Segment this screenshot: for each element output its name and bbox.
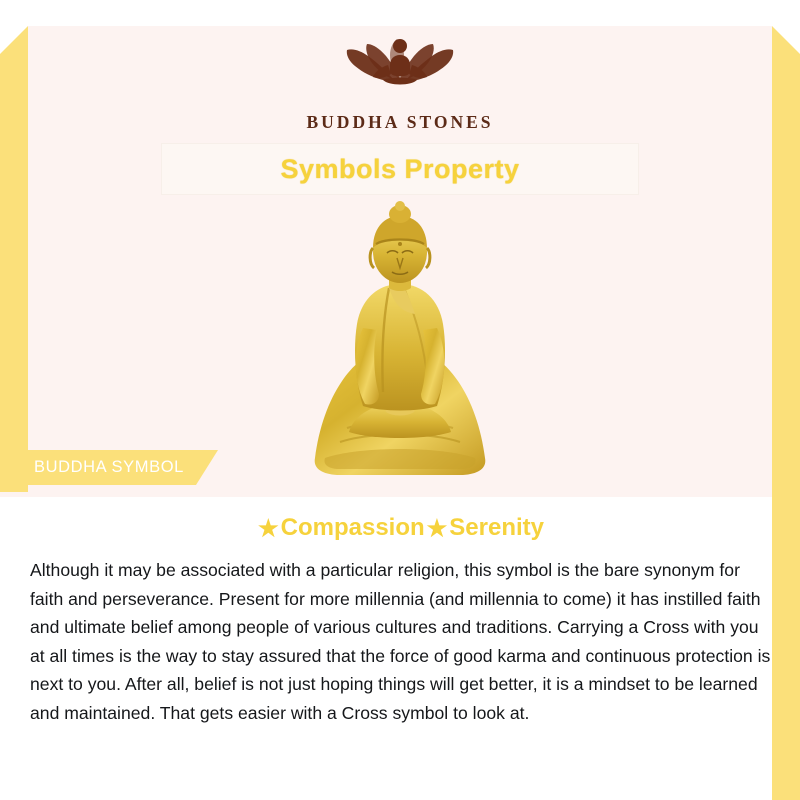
brand-header xyxy=(0,24,800,133)
category-tag-body xyxy=(0,450,196,485)
brand-name: BUDDHA STONES xyxy=(306,112,494,132)
top-white-strip-decoration xyxy=(0,0,800,26)
category-tag xyxy=(0,450,218,485)
content-subtitle xyxy=(0,514,800,542)
category-tag-label: BUDDHA SYMBOL xyxy=(34,458,184,476)
title-banner xyxy=(162,144,638,194)
star-icon-right: ★ xyxy=(426,515,448,542)
body-paragraph: Although it may be associated with a particular religion, this symbol is the bare synonym for faith and perseverance. Present for more millennia (and millennia to come) it has instilled faith and ultimate belief among people of various cultures and traditions. Carrying a Cross with you at all times is the way to stay assured that the force of good karma and continuous protection is next to you. After all, belief is not just hoping things will get better, it is a mindset to be learned and maintained. That gets easier with a Cross symbol to look at. xyxy=(30,560,771,723)
seated-buddha-illustration xyxy=(285,196,515,486)
subtitle-word-serenity: Serenity xyxy=(449,514,544,541)
subtitle-word-compassion: Compassion xyxy=(280,514,425,541)
lotus-meditation-icon xyxy=(305,24,495,110)
star-icon-left: ★ xyxy=(258,515,279,542)
page-title: Symbols Property xyxy=(280,153,520,184)
category-tag-arrow xyxy=(196,450,218,485)
